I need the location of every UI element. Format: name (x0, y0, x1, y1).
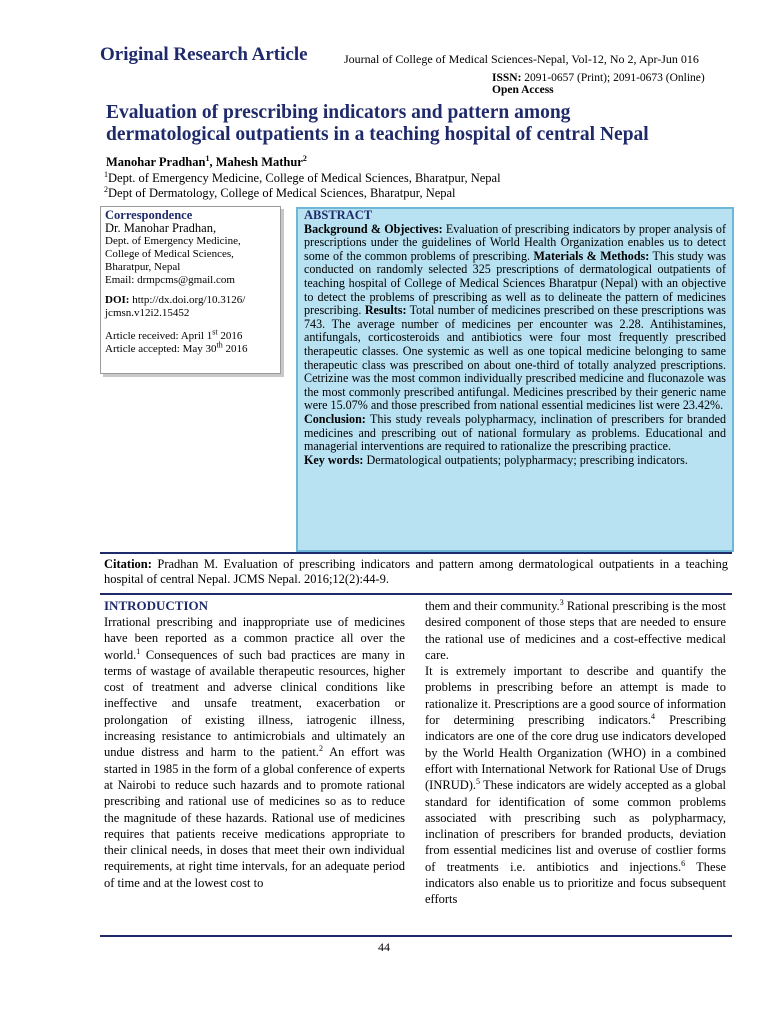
methods-text: This study was conducted on randomly selected 325 prescriptions of dermatological outpatients of teaching hospital of College of Medical Sciences Bharatpur (Nepal) with an objective to detect the problems of prescribing as well as to delineate the pattern of medicines prescribing. (304, 248, 726, 318)
title-line-2: dermatological outpatients in a teaching hospital of central Nepal (106, 124, 649, 145)
doi-link[interactable]: http://dx.doi.org/10.3126/ (132, 294, 246, 306)
abstract-body (304, 223, 726, 413)
affiliation-text: Dept. of Emergency Medicine, College of Medical Sciences, Bharatpur, Nepal (108, 171, 501, 185)
correspondence-city: Bharatpur, Nepal (105, 261, 181, 273)
divider-bottom (100, 935, 732, 937)
issn-value: 2091-0657 (Print); 2091-0673 (Online) (524, 72, 705, 84)
paragraph-text: These indicators also enable us to prioritize and focus subsequent efforts (425, 859, 726, 907)
divider-middle (100, 593, 732, 595)
open-access-label: Open Access (492, 84, 554, 96)
affiliation-marker: 1 (205, 153, 210, 163)
accepted-date (105, 340, 280, 356)
article-type-label: Original Research Article (100, 44, 308, 65)
conclusion-label: Conclusion: (304, 411, 366, 426)
accepted-year: 2016 (222, 343, 248, 355)
correspondence-name: Dr. Manohar Pradhan, (105, 221, 217, 235)
paragraph-text: Prescribing indicators are one of the core drug use indicators developed by the World Health Organization (WHO) in a combined effort with International Network for Rational Use of Drugs (INRUD). (425, 713, 726, 793)
abstract-keywords (304, 454, 726, 468)
received-text: Article received: April 1 (105, 330, 213, 342)
author-list (106, 155, 307, 170)
issn-label: ISSN: (492, 72, 522, 84)
results-label: Results: (364, 303, 407, 318)
body-column-right (425, 598, 726, 908)
background-text: Evaluation of prescribing indicators by proper analysis of prescriptions under the guidelines of World Health Organization enables us to detect some of the common problems of prescribing. (304, 221, 726, 263)
citation-block (104, 557, 728, 586)
paragraph-text: them and their community. (425, 599, 560, 613)
introduction-paragraph-1 (104, 614, 405, 891)
introduction-paragraph-1-continued (425, 598, 726, 663)
correspondence-dept: Dept. of Emergency Medicine, (105, 235, 241, 247)
accepted-text: Article accepted: May 30 (105, 343, 217, 355)
keywords-text: Dermatological outpatients; polypharmacy; prescribing indicators. (363, 452, 688, 467)
paragraph-text: Rational prescribing is the most desired component of those steps that are needed to ensure the rational use of medicines and a cost-effective medical care. (425, 599, 726, 662)
article-title (106, 102, 746, 146)
correspondence-email[interactable]: Email: drmpcms@gmail.com (105, 274, 235, 286)
reference-marker: 2 (318, 744, 323, 754)
paragraph-text: It is extremely important to describe and quantify the problems in prescribing before an attempt is made to rationalize it. Prescriptions are a good source of information for determining prescribing indicators. (425, 664, 726, 728)
conclusion-text: This study reveals polypharmacy, inclination of prescribers for branded medicines and prescribing out of national formulary as problems. Educational and managerial interventions are required to rationalize the prescribing practice. (304, 411, 726, 454)
reference-marker: 4 (650, 711, 655, 721)
correspondence-college: College of Medical Sciences, (105, 248, 234, 260)
received-year: 2016 (217, 330, 243, 342)
received-date (105, 327, 280, 343)
background-label: Background & Objectives: (304, 221, 443, 236)
body-column-left (104, 598, 405, 891)
affiliation-1 (104, 171, 501, 186)
paragraph-text: An effort was started in 1985 in the form of a global conference of experts at Nairobi to reduce such hazards and to promote rational prescribing and rational use of medicines so as to reduce the magnitude of these hazards. Rational use of medicines requires that patients receive medications appropriate to their clinical needs, in doses that meet their own individual requirements, at right time intervals, for an adequate period of time and at the lowest cost to (104, 745, 406, 890)
introduction-heading: INTRODUCTION (104, 598, 209, 613)
author-name: Manohar Pradhan (106, 155, 206, 169)
title-line-1: Evaluation of prescribing indicators and pattern among (106, 102, 571, 123)
affiliation-text: Dept of Dermatology, College of Medical Sciences, Bharatpur, Nepal (108, 186, 456, 200)
correspondence-box (100, 206, 281, 374)
ordinal-suffix: st (212, 327, 218, 337)
issn-line (492, 72, 705, 84)
reference-marker: 5 (476, 777, 481, 787)
affiliation-marker: 1 (104, 169, 108, 179)
affiliation-2 (104, 186, 456, 201)
doi-line (105, 294, 280, 307)
ordinal-suffix: th (216, 340, 223, 350)
author-name: Mahesh Mathur (215, 155, 303, 169)
abstract-heading: ABSTRACT (304, 208, 373, 222)
methods-label: Materials & Methods: (533, 248, 650, 263)
paragraph-text: These indicators are widely accepted as a global standard for identification of some common problems associated with prescribing such as polypharmacy, inclination of prescribers for branded products, deviation from essential medicines list and overuse of costlier forms of treatments i.e. antibiotics and injections. (425, 778, 726, 874)
reference-marker: 6 (681, 858, 686, 868)
page-number: 44 (378, 940, 390, 954)
doi-link-continued[interactable]: jcmsn.v12i2.15452 (105, 307, 190, 319)
doi-label: DOI: (105, 294, 130, 306)
keywords-label: Key words: (304, 452, 364, 467)
citation-label: Citation: (104, 557, 152, 571)
citation-text: Pradhan M. Evaluation of prescribing indicators and pattern among dermatological outpatients in a teaching hospital of central Nepal. JCMS Nepal. 2016;12(2):44-9. (104, 557, 728, 586)
divider-top (100, 552, 732, 554)
paragraph-text: Consequences of such bad practices are many in terms of wastage of available therapeutic resources, higher cost of treatment and adverse clinical conditions like ineffective and unsafe treatment, exacerbation or prolongation of existing illness, iatrogenic illness, increasing resistance to antimicrobials and ultimately an undue distress and harm to the patient. (104, 647, 405, 760)
reference-marker: 3 (559, 597, 564, 607)
reference-marker: 1 (136, 646, 141, 656)
abstract-conclusion (304, 413, 726, 454)
affiliation-marker: 2 (104, 184, 108, 194)
abstract-box (296, 207, 734, 552)
journal-citation-line: Journal of College of Medical Sciences-Nepal, Vol-12, No 2, Apr-Jun 016 (344, 52, 699, 66)
results-text: Total number of medicines prescribed on these prescriptions was 743. The average number of medicines per encounter was 2.28. Antihistamines, antifungals, corticosteroids and antibiotics were four most frequently prescribed therapeutic classes. One systemic as well as one topical medicine belonging to same therapeutic class was prescribed on about one-third of totally analyzed prescriptions. Cetrizine was the most common individually prescribed medicine and fluconazole was the most commonly prescribed antifungal. Medicines prescribed by their generic name were 15.07% and those prescribed from national essential medicines list were 23.42%. (304, 303, 726, 413)
introduction-paragraph-2 (425, 663, 726, 907)
paragraph-text: Irrational prescribing and inappropriate use of medicines have been reported as a common practice all over the world. (104, 615, 405, 662)
affiliation-marker: 2 (302, 153, 307, 163)
author-separator: , (209, 155, 216, 169)
correspondence-heading: Correspondence (105, 208, 193, 222)
